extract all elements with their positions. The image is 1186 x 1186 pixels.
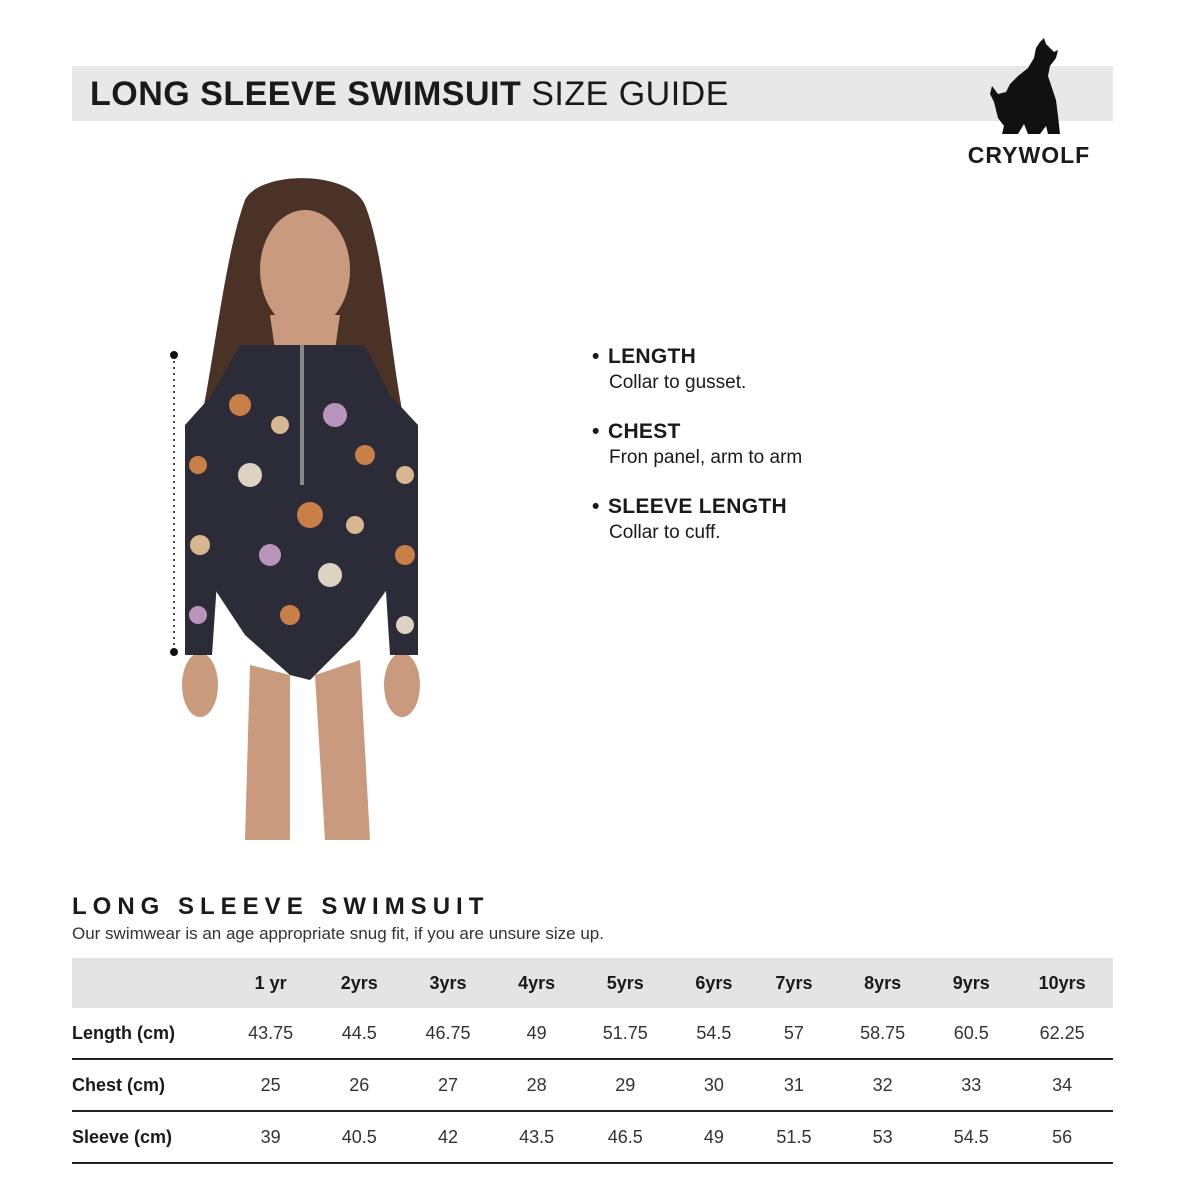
brand-logo	[958, 38, 1103, 178]
measurement-description: Collar to cuff.	[609, 522, 721, 543]
table-row	[72, 1111, 1113, 1163]
table-cell: 58.75	[834, 1008, 931, 1059]
column-header: 5yrs	[606, 972, 644, 993]
size-table	[72, 958, 1113, 1164]
page-title-light: SIZE GUIDE	[531, 75, 729, 113]
measurement-item-length	[592, 343, 912, 396]
column-header: 6yrs	[695, 972, 733, 993]
table-cell: 26	[319, 1059, 399, 1111]
table-cell: 49	[497, 1008, 577, 1059]
table-cell: 33	[931, 1059, 1011, 1111]
table-cell: 54.5	[674, 1008, 754, 1059]
column-header: 10yrs	[1038, 972, 1086, 993]
table-cell: 29	[577, 1059, 674, 1111]
table-cell: 43.75	[222, 1008, 319, 1059]
table-section-title: LONG SLEEVE SWIMSUIT	[72, 893, 490, 920]
brand-name: CRYWOLF	[967, 142, 1091, 168]
measurement-item-chest	[592, 418, 912, 471]
table-cell: 31	[754, 1059, 834, 1111]
table-cell: 30	[674, 1059, 754, 1111]
page-title-bold: LONG SLEEVE SWIMSUIT	[90, 75, 522, 113]
table-cell: 40.5	[319, 1111, 399, 1163]
column-header: 3yrs	[429, 972, 467, 993]
guide-dot	[170, 648, 178, 656]
table-cell: 42	[399, 1111, 496, 1163]
page-title	[90, 74, 729, 114]
bullet: •	[592, 420, 600, 443]
table-section-note: Our swimwear is an age appropriate snug fit, if you are unsure size up.	[72, 924, 604, 943]
column-header: 7yrs	[775, 972, 813, 993]
measurement-description: Collar to gusset.	[609, 372, 747, 393]
table-cell: 46.75	[399, 1008, 496, 1059]
table-cell: 54.5	[931, 1111, 1011, 1163]
table-cell: 49	[674, 1111, 754, 1163]
table-cell: 57	[754, 1008, 834, 1059]
measurement-label: CHEST	[608, 420, 681, 443]
howling-wolf-icon	[988, 38, 1068, 138]
table-header-row	[72, 958, 1113, 1008]
table-cell: 56	[1011, 1111, 1113, 1163]
table-row	[72, 1059, 1113, 1111]
column-header: 4yrs	[518, 972, 556, 993]
column-header: 9yrs	[952, 972, 990, 993]
table-cell: 43.5	[497, 1111, 577, 1163]
table-cell: 25	[222, 1059, 319, 1111]
table-cell: 53	[834, 1111, 931, 1163]
table-cell: 62.25	[1011, 1008, 1113, 1059]
column-header: 2yrs	[340, 972, 378, 993]
bullet: •	[592, 345, 600, 368]
model-photo	[150, 165, 450, 840]
table-cell: 28	[497, 1059, 577, 1111]
table-cell: 51.5	[754, 1111, 834, 1163]
measurement-list	[592, 343, 912, 568]
row-label: Chest (cm)	[72, 1059, 222, 1111]
measurement-label: LENGTH	[608, 345, 697, 368]
table-cell: 44.5	[319, 1008, 399, 1059]
table-row	[72, 1008, 1113, 1059]
column-header: 8yrs	[864, 972, 902, 993]
table-cell: 32	[834, 1059, 931, 1111]
table-cell: 51.75	[577, 1008, 674, 1059]
table-cell: 60.5	[931, 1008, 1011, 1059]
table-cell: 39	[222, 1111, 319, 1163]
row-label: Sleeve (cm)	[72, 1111, 222, 1163]
table-cell: 34	[1011, 1059, 1113, 1111]
table-cell: 27	[399, 1059, 496, 1111]
row-label: Length (cm)	[72, 1008, 222, 1059]
measurement-item-sleeve	[592, 493, 912, 546]
measurement-label: SLEEVE LENGTH	[608, 495, 787, 518]
bullet: •	[592, 495, 600, 518]
table-cell: 46.5	[577, 1111, 674, 1163]
column-header	[72, 958, 222, 1008]
guide-dot	[170, 351, 178, 359]
measurement-description: Fron panel, arm to arm	[609, 447, 803, 468]
column-header: 1 yr	[254, 972, 287, 993]
